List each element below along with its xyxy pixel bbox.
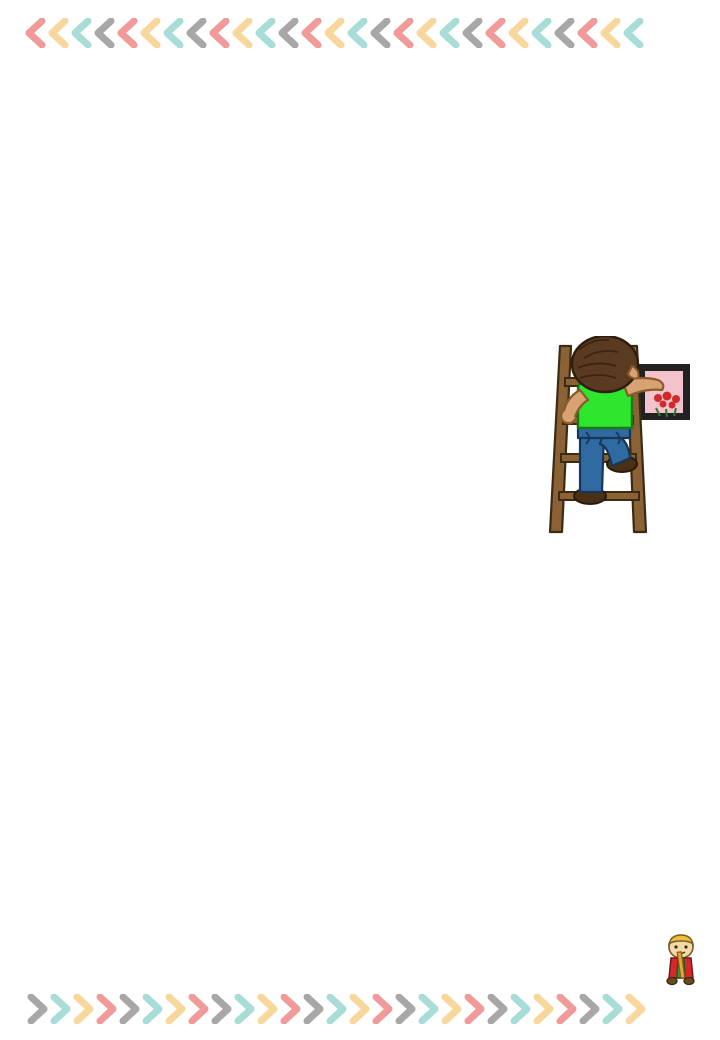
top-decorative-border	[0, 12, 720, 54]
bottom-decorative-border	[0, 988, 720, 1030]
jeans	[578, 424, 630, 492]
chevron-icon	[620, 18, 646, 48]
boy-on-ladder-illustration	[534, 336, 700, 540]
chevron-icon	[622, 994, 648, 1024]
site-logo	[552, 934, 698, 990]
head-hair	[572, 336, 638, 392]
logo-kid-icon	[664, 934, 698, 986]
framed-picture	[638, 364, 690, 420]
